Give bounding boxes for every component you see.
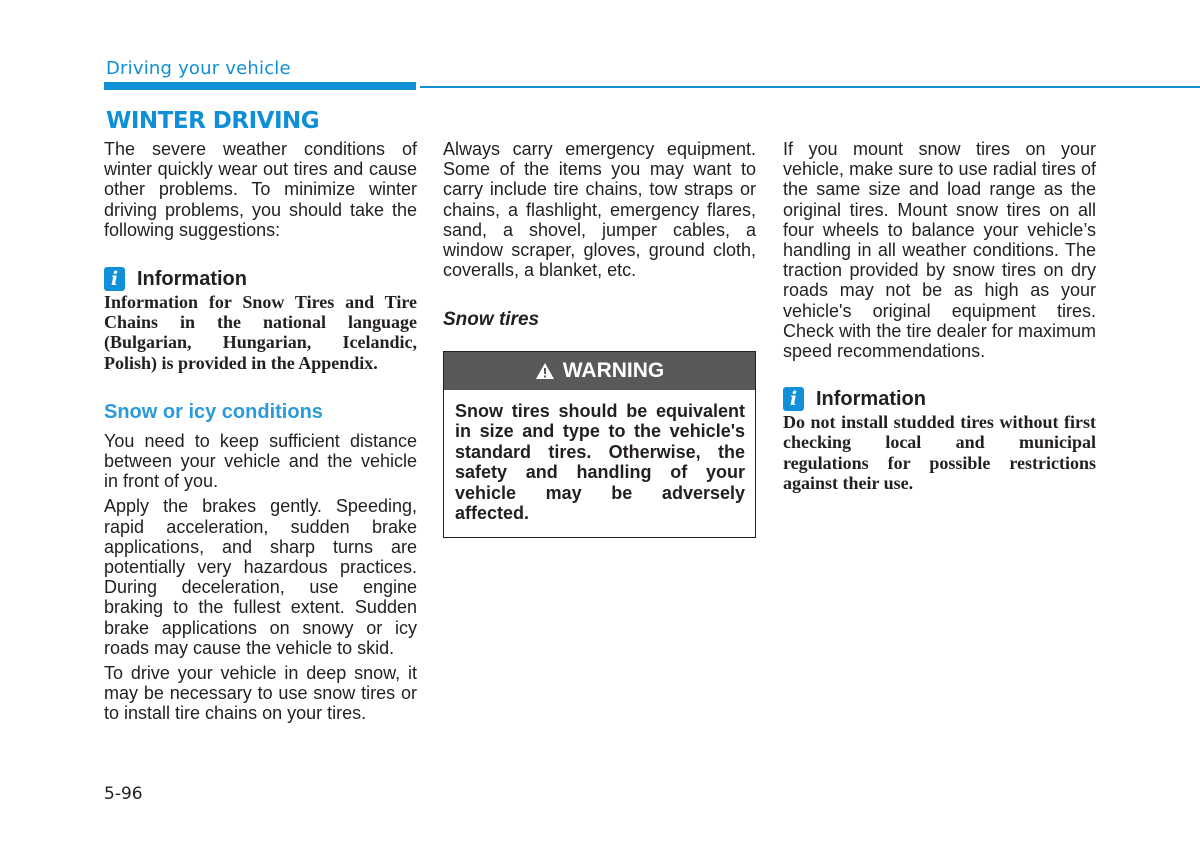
warning-header (444, 352, 755, 390)
intro-paragraph: The severe weather conditions of winter quickly wear out tires and cause other problems. To minimize winter driving problems, you should take the following suggestions: (104, 139, 417, 240)
column-2 (443, 139, 756, 331)
info-body-2: Do not install studded tires without first checking local and municipal regulations for possible restrictions against their use. (783, 412, 1096, 493)
distance-paragraph: You need to keep sufficient distance between your vehicle and the vehicle in front of you. (104, 430, 417, 492)
info-body: Information for Snow Tires and Tire Chains in the national language (Bulgarian, Hungarian, Icelandic, Polish) is provided in the Appendix. (104, 292, 417, 373)
column-3 (783, 139, 1096, 493)
header-bar (104, 82, 416, 90)
brakes-paragraph: Apply the brakes gently. Speeding, rapid acceleration, sudden brake applications, and sharp turns are potentially very hazardous practices. During deceleration, use engine braking to the fullest extent. Sudden brake applications on snowy or icy roads may cause the vehicle to skid. (104, 496, 417, 658)
info-header (104, 266, 417, 292)
warning-body: Snow tires should be equivalent in size and type to the vehicle's standard tires. Otherwise, the safety and handling of your vehicle may be adversely affected. (455, 401, 745, 524)
section-title: Driving your vehicle (106, 58, 291, 79)
info-block-2 (783, 386, 1096, 493)
snow-tires-heading: Snow tires (443, 309, 540, 331)
warning-triangle-icon (535, 362, 555, 380)
info-block (104, 266, 417, 373)
warning-label: WARNING (562, 359, 665, 382)
info-header-2 (783, 386, 1096, 412)
mount-snow-tires-paragraph: If you mount snow tires on your vehicle, make sure to use radial tires of the same size and load range as the original tires. Mount snow tires on all four wheels to balance your vehicle’s handling in all weather conditions. The traction provided by snow tires on dry roads may not be as high as your vehicle's original equipment tires. Check with the tire dealer for maximum speed recommendations. (783, 139, 1096, 362)
column-1 (104, 139, 417, 724)
info-label: Information (137, 267, 247, 290)
warning-box (443, 351, 756, 538)
deep-snow-paragraph: To drive your vehicle in deep snow, it may be necessary to use snow tires or to install tire chains on your tires. (104, 663, 417, 724)
snow-icy-heading: Snow or icy conditions (104, 400, 323, 423)
info-icon: i (104, 267, 125, 291)
page-number: 5-96 (104, 784, 143, 804)
header-rule (420, 86, 1200, 88)
page-title: WINTER DRIVING (106, 108, 320, 134)
info-icon: i (783, 387, 804, 411)
emergency-equipment-paragraph: Always carry emergency equipment. Some of the items you may want to carry include tire chains, tow straps or chains, a flashlight, emergency flares, sand, a shovel, jumper cables, a window scraper, gloves, ground cloth, coveralls, a blanket, etc. (443, 139, 756, 281)
info-label-2: Information (816, 387, 926, 410)
